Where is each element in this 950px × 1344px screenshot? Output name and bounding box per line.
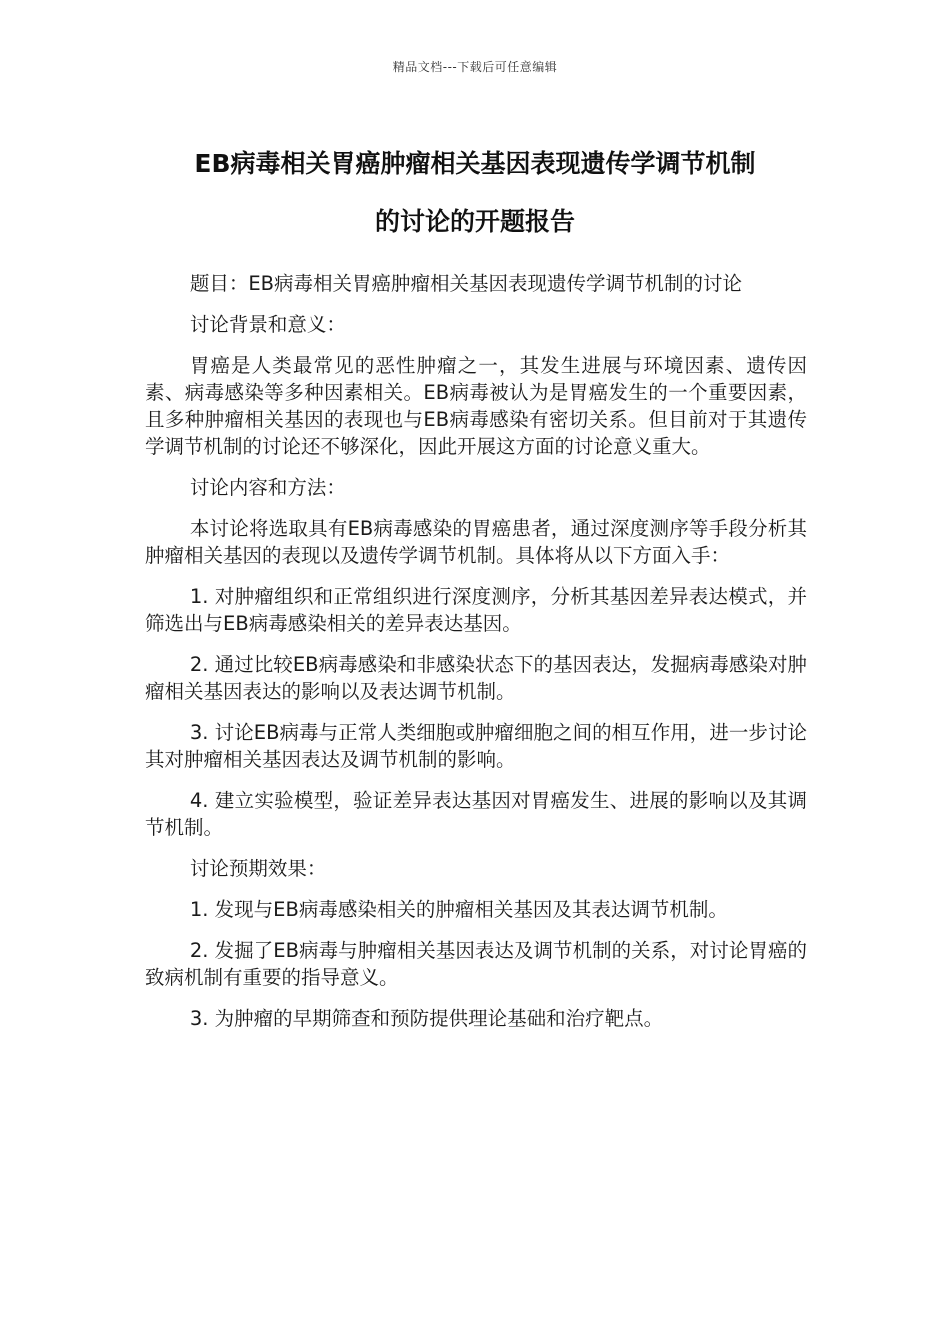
methods-item: 3. 讨论EB病毒与正常人类细胞或肿瘤细胞之间的相互作用，进一步讨论其对肿瘤相关基因表达及调节机制的影响。: [145, 721, 807, 771]
methods-item: 4. 建立实验模型，验证差异表达基因对胃癌发生、进展的影响以及其调节机制。: [145, 789, 807, 839]
title-line-2: 的讨论的开题报告: [374, 207, 575, 236]
header-note: 精品文档---下载后可任意编辑: [392, 60, 558, 74]
title-line-1: EB病毒相关胃癌肿瘤相关基因表现遗传学调节机制: [194, 149, 756, 178]
background-heading: 讨论背景和意义：: [189, 313, 346, 336]
background-paragraph: 胃癌是人类最常见的恶性肿瘤之一，其发生进展与环境因素、遗传因素、病毒感染等多种因素相关。EB病毒被认为是胃癌发生的一个重要因素，且多种肿瘤相关基因的表现也与EB病毒感染有密切关系。但目前对于其遗传学调节机制的讨论还不够深化，因此开展这方面的讨论意义重大。: [145, 354, 807, 458]
effects-item: 3. 为肿瘤的早期筛查和预防提供理论基础和治疗靶点。: [189, 1007, 664, 1030]
effects-heading: 讨论预期效果：: [189, 857, 327, 880]
document-title: [140, 135, 810, 251]
methods-intro-paragraph: 本讨论将选取具有EB病毒感染的胃癌患者，通过深度测序等手段分析其肿瘤相关基因的表现以及遗传学调节机制。具体将从以下方面入手：: [145, 517, 807, 567]
effects-item: 1. 发现与EB病毒感染相关的肿瘤相关基因及其表达调节机制。: [189, 898, 728, 921]
topic-line: 题目：EB病毒相关胃癌肿瘤相关基因表现遗传学调节机制的讨论: [189, 272, 743, 295]
methods-item: 2. 通过比较EB病毒感染和非感染状态下的基因表达，发掘病毒感染对肿瘤相关基因表达的影响以及表达调节机制。: [145, 653, 807, 703]
methods-heading: 讨论内容和方法：: [189, 476, 346, 499]
document-body: [145, 270, 807, 1046]
effects-item: 2. 发掘了EB病毒与肿瘤相关基因表达及调节机制的关系，对讨论胃癌的致病机制有重要的指导意义。: [145, 939, 807, 989]
methods-item: 1. 对肿瘤组织和正常组织进行深度测序，分析其基因差异表达模式，并筛选出与EB病毒感染相关的差异表达基因。: [145, 585, 807, 635]
